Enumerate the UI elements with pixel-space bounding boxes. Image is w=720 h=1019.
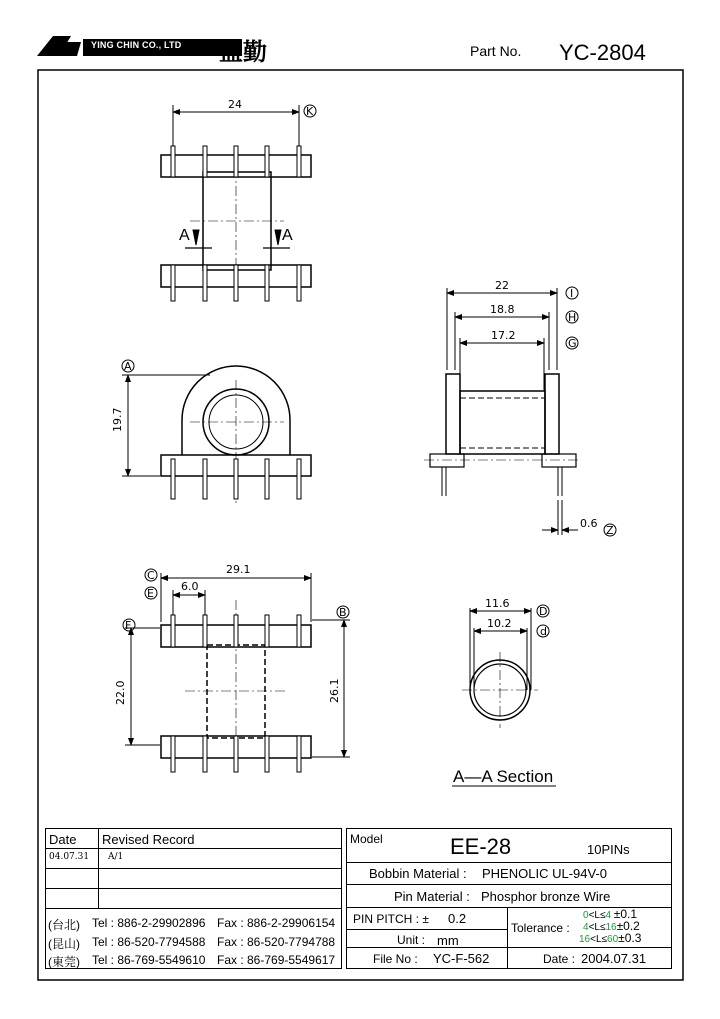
bobbin-material-value: PHENOLIC UL-94V-0 xyxy=(482,866,607,881)
pin-pitch-value: 0.2 xyxy=(448,911,467,926)
unit-label: Unit : xyxy=(397,933,426,947)
contact-fax-1: Fax : 886-2-29906154 xyxy=(217,916,336,930)
ref-f: F xyxy=(125,619,132,632)
dim-17-2-label: 17.2 xyxy=(491,329,516,342)
dim-26-1-label: 26.1 xyxy=(328,678,341,703)
front-view xyxy=(122,366,311,505)
revision-row-record: A/1 xyxy=(108,852,124,862)
pin-pitch-label: PIN PITCH : ± xyxy=(353,912,429,926)
section-marker-right: A xyxy=(282,227,293,244)
company-name: YING CHIN CO., LTD xyxy=(91,40,182,50)
dim-10-2-label: 10.2 xyxy=(487,617,512,630)
revision-col-date: Date xyxy=(49,832,77,847)
revision-table xyxy=(45,828,342,969)
ref-k: K xyxy=(306,105,314,118)
ref-b: B xyxy=(339,606,347,619)
revision-row-date: 04.07.31 xyxy=(49,852,90,862)
ref-g: G xyxy=(568,337,577,350)
front-view-pins xyxy=(171,459,301,499)
ref-e: E xyxy=(147,587,154,600)
pin-material-value: Phosphor bronze Wire xyxy=(481,889,611,904)
contact-tel-2: Tel : 86-520-7794588 xyxy=(92,935,206,949)
contact-city-2: (昆山) xyxy=(48,937,80,951)
tolerance-row-2: 4<L≤16±0.2 xyxy=(583,919,640,933)
bobbin-material-label: Bobbin Material : xyxy=(369,866,467,881)
side-view xyxy=(424,288,580,535)
pin-count: 10PINs xyxy=(587,842,630,857)
spec-table xyxy=(346,828,672,969)
dim-24-label: 24 xyxy=(228,98,242,111)
pin-material-label: Pin Material : xyxy=(394,889,470,904)
part-no-label: Part No. xyxy=(470,43,522,59)
ref-h: H xyxy=(568,311,577,324)
file-no-value: YC-F-562 xyxy=(433,951,490,966)
dim-19-7-label: 19.7 xyxy=(111,407,124,432)
contact-tel-1: Tel : 886-2-29902896 xyxy=(92,916,206,930)
ref-a: A xyxy=(124,360,132,373)
dim-22-label: 22 xyxy=(495,279,509,292)
ref-d-lower: d xyxy=(540,625,547,638)
contact-tel-3: Tel : 86-769-5549610 xyxy=(92,953,206,967)
section-marker-left: A xyxy=(179,227,190,244)
model-label: Model xyxy=(350,832,383,846)
tolerance-row-3: 16<L≤60±0.3 xyxy=(579,931,642,945)
company-chinese-name: 盈勤 xyxy=(219,37,267,66)
dim-29-1-label: 29.1 xyxy=(226,563,251,576)
contact-city-3: (東莞) xyxy=(48,955,80,969)
date-label: Date : xyxy=(543,952,576,966)
section-title: A—A Section xyxy=(453,767,554,786)
ref-z: Z xyxy=(606,524,614,537)
dim-22-0-label: 22.0 xyxy=(114,680,127,705)
revision-col-record: Revised Record xyxy=(102,832,195,847)
ref-d-upper: D xyxy=(539,605,548,618)
file-no-label: File No : xyxy=(373,952,418,966)
ref-i: I xyxy=(570,287,574,300)
unit-value: mm xyxy=(437,933,459,948)
model-value: EE-28 xyxy=(450,834,512,859)
contact-fax-3: Fax : 86-769-5549617 xyxy=(217,953,336,967)
dim-11-6-label: 11.6 xyxy=(485,597,510,610)
date-value: 2004.07.31 xyxy=(581,951,647,966)
dim-6-0-label: 6.0 xyxy=(181,580,199,593)
tolerance-label: Tolerance : xyxy=(511,921,570,935)
dim-0-6-label: 0.6 xyxy=(580,517,598,530)
part-no-value: YC-2804 xyxy=(559,40,646,65)
contact-fax-2: Fax : 86-520-7794788 xyxy=(217,935,336,949)
tolerance-row-1: 0<L≤4 ±0.1 xyxy=(583,907,638,921)
dim-18-8-label: 18.8 xyxy=(490,303,515,316)
ref-c: C xyxy=(147,569,155,582)
contact-city-1: (台北) xyxy=(48,918,80,932)
